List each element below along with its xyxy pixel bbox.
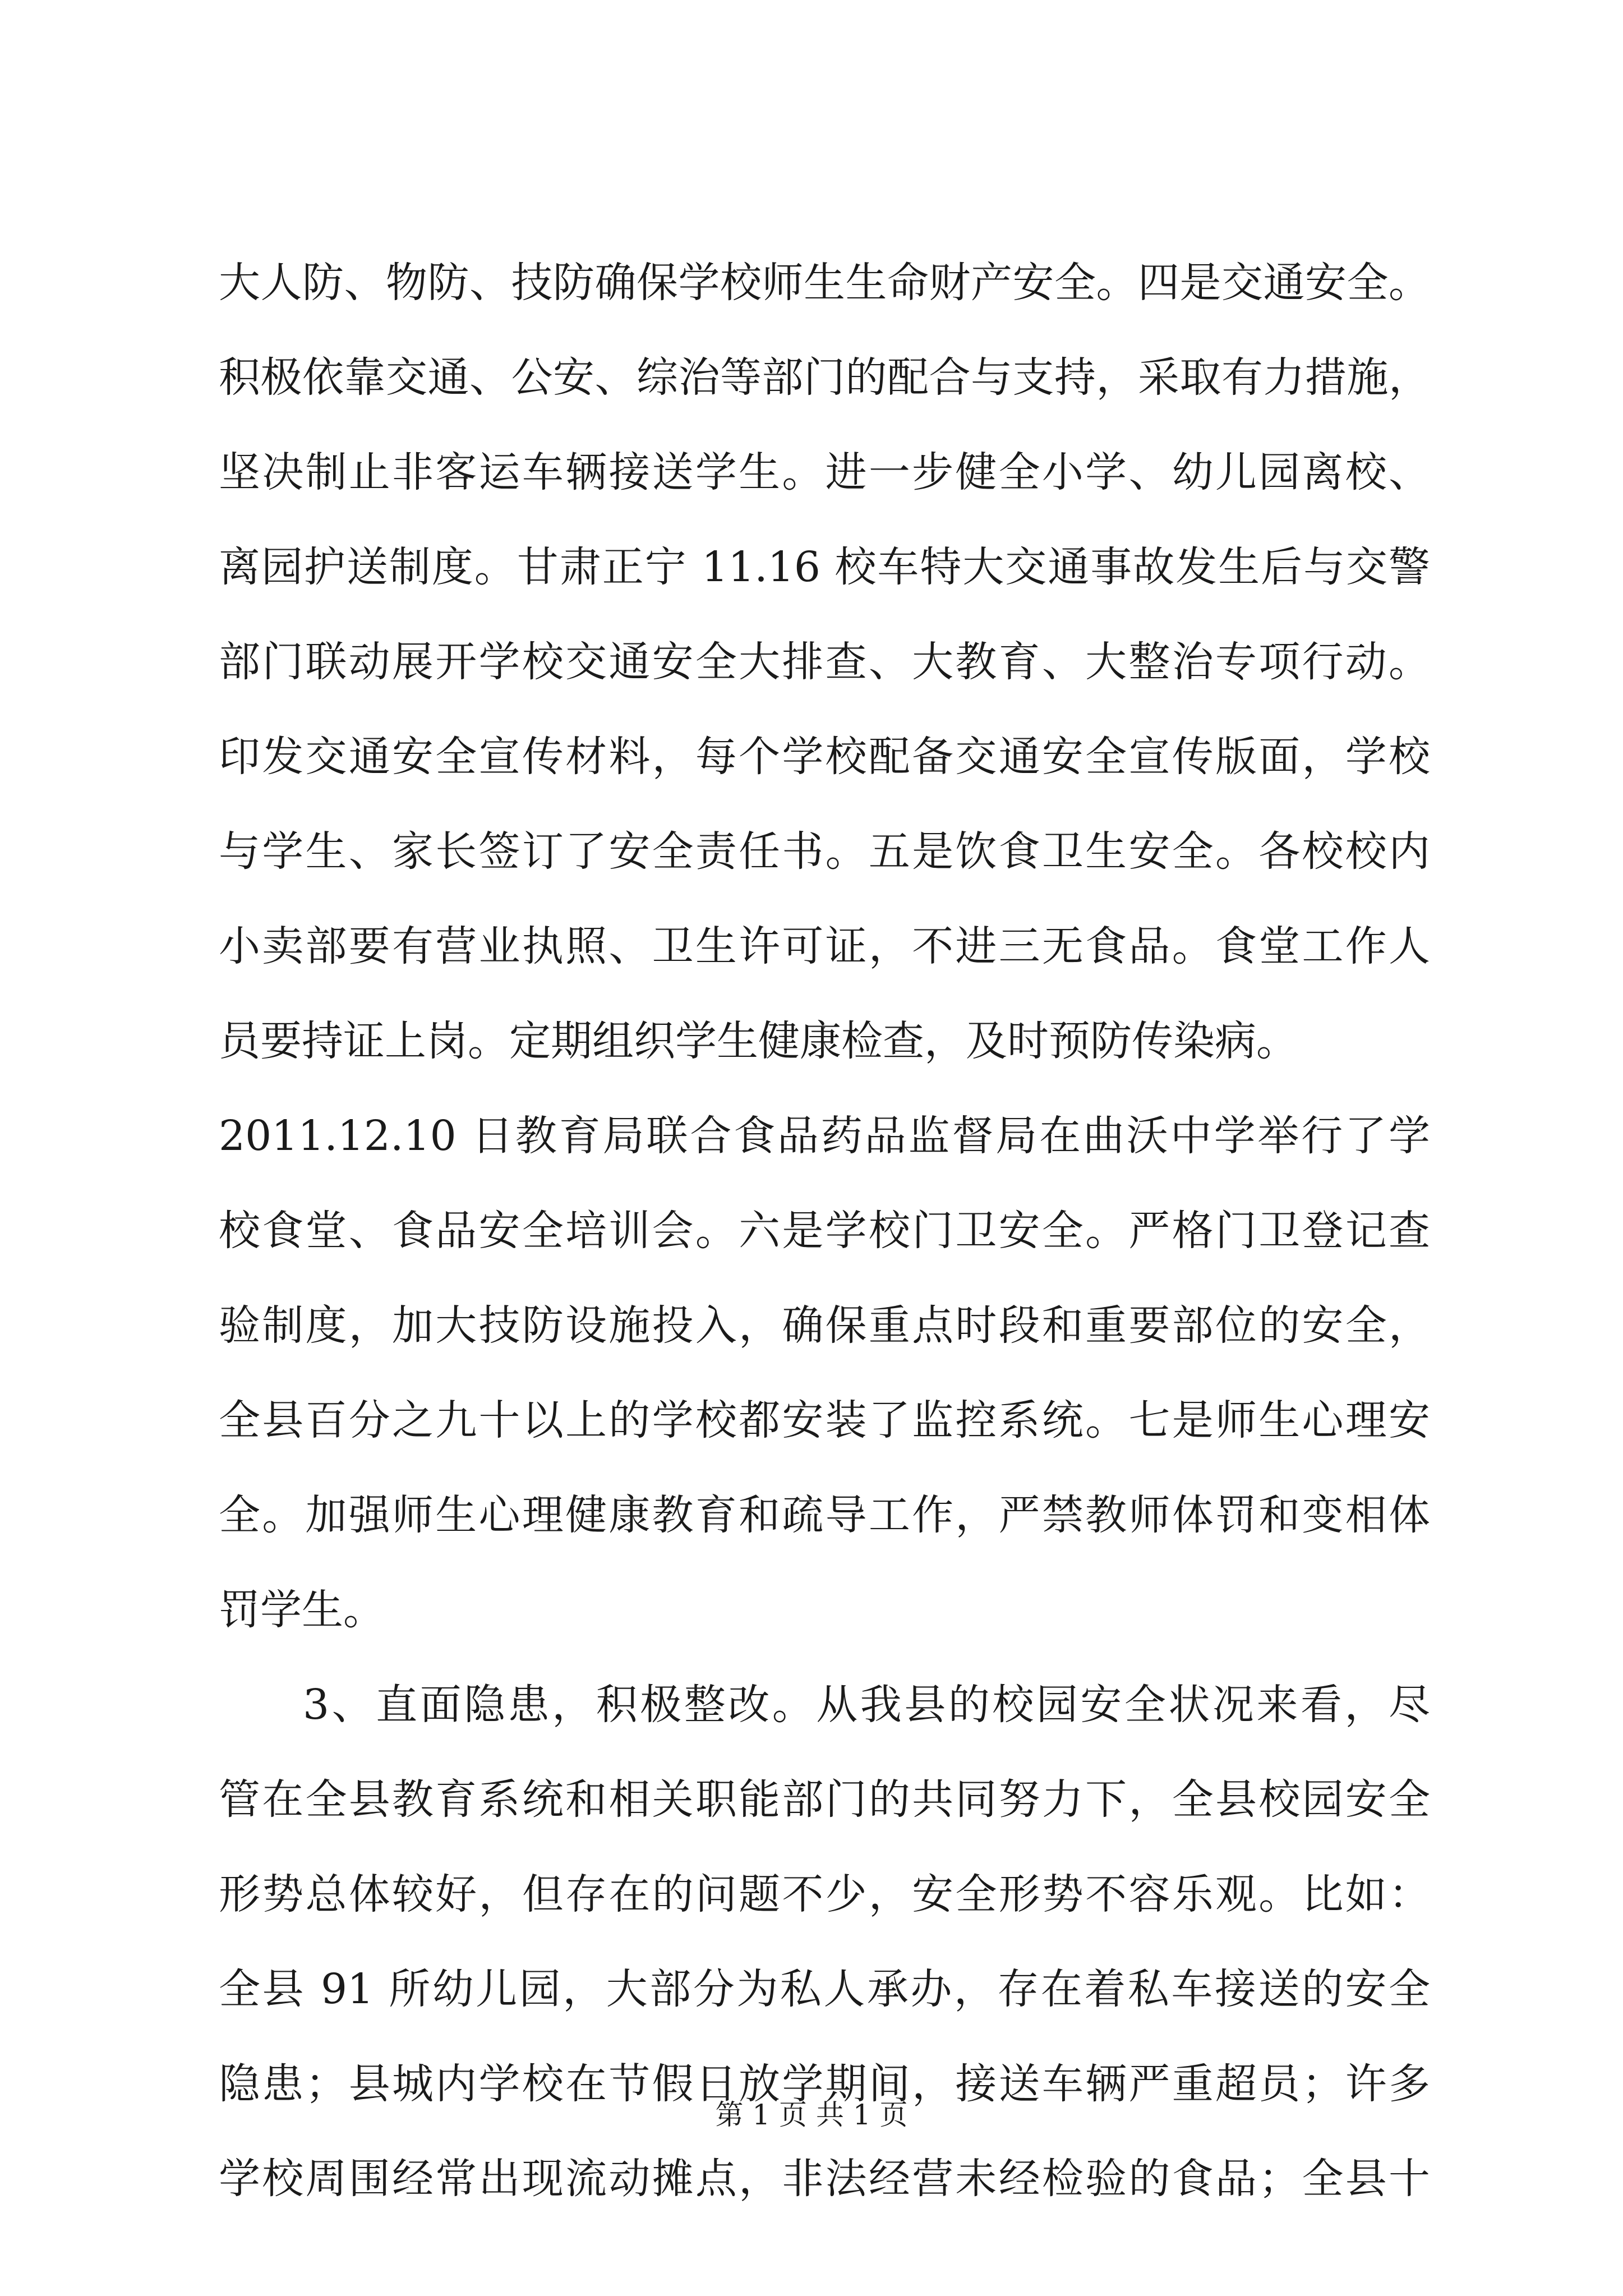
text-line-2: 积极依靠交通、公安、综治等部门的配合与支持，采取有力措施， <box>219 353 1430 402</box>
text-line-21: 学校周围经常出现流动摊点，非法经营未经检验的食品；全县十 <box>219 2155 1430 2203</box>
page-footer: 第 1 页 共 1 页 <box>715 2099 908 2131</box>
text-line-11: 校食堂、食品安全培训会。六是学校门卫安全。严格门卫登记查 <box>219 1207 1430 1255</box>
text-line-13: 全县百分之九十以上的学校都安装了监控系统。七是师生心理安 <box>219 1396 1430 1444</box>
text-line-9: 员要持证上岗。定期组织学生健康检查，及时预防传染病。 <box>219 1017 1298 1065</box>
text-line-3: 坚决制止非客运车辆接送学生。进一步健全小学、幼儿园离校、 <box>219 448 1430 496</box>
text-line-7: 与学生、家长签订了安全责任书。五是饮食卫生安全。各校校内 <box>219 827 1430 876</box>
body-text <box>219 236 1430 2226</box>
text-line-14: 全。加强师生心理健康教育和疏导工作，严禁教师体罚和变相体 <box>219 1491 1430 1539</box>
text-line-8: 小卖部要有营业执照、卫生许可证，不进三无食品。食堂工作人 <box>219 922 1430 970</box>
text-line-18: 形势总体较好，但存在的问题不少，安全形势不容乐观。比如： <box>219 1870 1430 1918</box>
text-line-15: 罚学生。 <box>219 1586 385 1634</box>
text-line-20: 隐患；县城内学校在节假日放学期间，接送车辆严重超员；许多 <box>219 2060 1430 2108</box>
text-line-10: 2011.12.10 日教育局联合食品药品监督局在曲沃中学举行了学 <box>219 1112 1430 1160</box>
text-line-16: 3、直面隐患，积极整改。从我县的校园安全状况来看，尽 <box>303 1681 1430 1729</box>
text-line-19: 全县 91 所幼儿园，大部分为私人承办，存在着私车接送的安全 <box>219 1965 1430 2013</box>
text-line-12: 验制度，加大技防设施投入，确保重点时段和重要部位的安全， <box>219 1301 1430 1350</box>
text-line-5: 部门联动展开学校交通安全大排查、大教育、大整治专项行动。 <box>219 638 1430 686</box>
text-line-6: 印发交通安全宣传材料，每个学校配备交通安全宣传版面，学校 <box>219 733 1430 781</box>
text-line-17: 管在全县教育系统和相关职能部门的共同努力下，全县校园安全 <box>219 1775 1430 1824</box>
text-line-1: 大人防、物防、技防确保学校师生生命财产安全。四是交通安全。 <box>219 259 1430 307</box>
text-line-4: 离园护送制度。甘肃正宁 11.16 校车特大交通事故发生后与交警 <box>219 543 1430 591</box>
